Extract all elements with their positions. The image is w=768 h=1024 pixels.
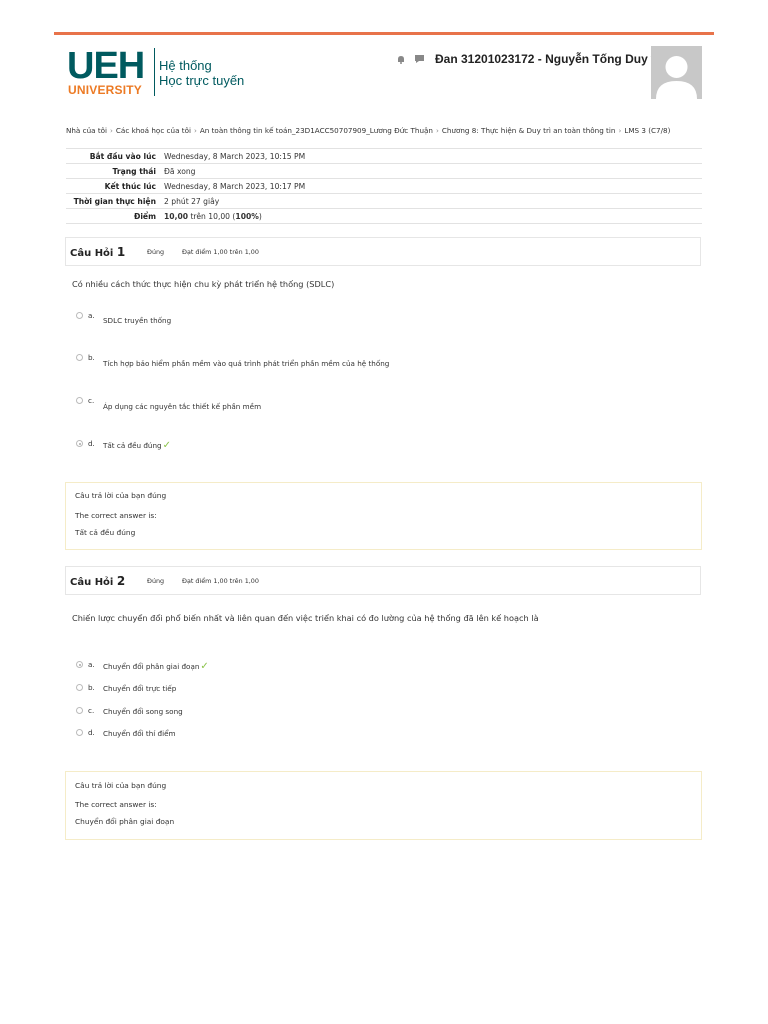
- feedback-message: Câu trả lời của bạn đúng: [75, 491, 167, 500]
- feedback-message: Câu trả lời của bạn đúng: [75, 781, 167, 790]
- chevron-right-icon: ›: [618, 126, 622, 135]
- option-label: Chuyển đổi song song: [103, 707, 183, 716]
- summary-value: Wednesday, 8 March 2023, 10:15 PM: [160, 149, 702, 164]
- summary-row: [66, 194, 702, 209]
- summary-key: Kết thúc lúc: [66, 179, 160, 194]
- summary-value: Đã xong: [160, 164, 702, 179]
- option-letter: c.: [88, 396, 95, 405]
- option-label: Tất cả đều đúng✓: [103, 440, 171, 451]
- radio-button[interactable]: [76, 707, 83, 714]
- grade-score: 10,00: [164, 211, 189, 221]
- logo-divider: [154, 48, 155, 96]
- radio-button[interactable]: [76, 684, 83, 691]
- summary-row: [66, 179, 702, 194]
- logo-line2: Học trực tuyến: [159, 73, 245, 88]
- checkmark-icon: ✓: [200, 661, 209, 672]
- radio-button[interactable]: [76, 354, 83, 361]
- question-1-header: [65, 237, 701, 266]
- ueh-logo[interactable]: [67, 46, 257, 100]
- summary-key: Điểm: [66, 209, 160, 224]
- breadcrumb-link[interactable]: An toàn thông tin kế toán_23D1ACC50707909_Lương Đức Thuận: [199, 126, 433, 135]
- question-state: Đúng: [147, 577, 165, 585]
- option-letter: a.: [88, 660, 95, 669]
- option-letter: b.: [88, 353, 95, 362]
- breadcrumb-link[interactable]: LMS 3 (C7/8): [624, 126, 671, 135]
- radio-button[interactable]: [76, 312, 83, 319]
- summary-value: Wednesday, 8 March 2023, 10:17 PM: [160, 179, 702, 194]
- question-number: Câu Hỏi 1: [70, 245, 126, 259]
- breadcrumb-link[interactable]: Chương 8: Thực hiện & Duy trì an toàn thông tin: [441, 126, 616, 135]
- question-2-feedback: [65, 771, 702, 840]
- grade-percent: 100%: [235, 211, 259, 221]
- logo-ueh-text: UEH: [67, 45, 145, 87]
- radio-button[interactable]: [76, 440, 83, 447]
- question-2-header: [65, 566, 701, 595]
- logo-line1: Hệ thống: [159, 58, 212, 73]
- option-label: Chuyển đổi thí điểm: [103, 729, 176, 738]
- grade-end: ): [258, 211, 262, 221]
- checkmark-icon: ✓: [162, 440, 171, 451]
- option-letter: d.: [88, 728, 95, 737]
- logo-university-text: UNIVERSITY: [68, 83, 143, 97]
- correct-answer: Tất cả đều đúng: [75, 528, 136, 537]
- chevron-right-icon: ›: [110, 126, 113, 135]
- breadcrumb: [66, 126, 670, 135]
- option-letter: d.: [88, 439, 95, 448]
- breadcrumb-link[interactable]: Nhà của tôi: [66, 126, 108, 135]
- summary-key: Thời gian thực hiện: [66, 194, 160, 209]
- top-accent-bar: [54, 32, 714, 35]
- option-letter: c.: [88, 706, 95, 715]
- radio-button[interactable]: [76, 397, 83, 404]
- question-1-feedback: [65, 482, 702, 550]
- chevron-right-icon: ›: [193, 126, 197, 135]
- summary-key: Trạng thái: [66, 164, 160, 179]
- summary-key: Bắt đầu vào lúc: [66, 149, 160, 164]
- option-letter: a.: [88, 311, 95, 320]
- correct-answer-label: The correct answer is:: [75, 511, 157, 520]
- question-1-text: Có nhiều cách thức thực hiện chu kỳ phát triển hệ thống (SDLC): [72, 279, 335, 289]
- option-label: Chuyển đổi trực tiếp: [103, 684, 177, 693]
- question-grade: Đạt điểm 1,00 trên 1,00: [182, 577, 259, 585]
- messages-icon[interactable]: [414, 54, 425, 67]
- question-number: Câu Hỏi 2: [70, 574, 126, 588]
- question-grade: Đạt điểm 1,00 trên 1,00: [182, 248, 259, 256]
- summary-value: 2 phút 27 giây: [160, 194, 702, 209]
- option-label: Áp dụng các nguyên tắc thiết kế phần mềm: [103, 402, 262, 411]
- chevron-right-icon: ›: [435, 126, 439, 135]
- summary-row-grade: [66, 209, 702, 224]
- summary-row: [66, 149, 702, 164]
- option-label: SDLC truyền thống: [103, 316, 172, 325]
- summary-grade-value: [160, 209, 702, 224]
- quiz-summary-table: [66, 148, 702, 224]
- question-state: Đúng: [147, 248, 165, 256]
- user-menu[interactable]: [435, 52, 657, 66]
- summary-row: [66, 164, 702, 179]
- option-letter: b.: [88, 683, 95, 692]
- radio-button[interactable]: [76, 661, 83, 668]
- option-label: Tích hợp bảo hiểm phần mềm vào quá trình phát triển phần mềm của hệ thống: [103, 359, 390, 368]
- question-2-text: Chiến lược chuyển đổi phổ biến nhất và liên quan đến việc triển khai có đo lường của hệ thống đã lên kế hoạch là: [72, 613, 539, 623]
- grade-mid: trên 10,00 (: [188, 211, 236, 221]
- radio-button[interactable]: [76, 729, 83, 736]
- correct-answer: Chuyển đổi phân giai đoạn: [75, 817, 175, 826]
- avatar[interactable]: [651, 46, 702, 99]
- breadcrumb-link[interactable]: Các khoá học của tôi: [115, 126, 191, 135]
- notification-bell-icon[interactable]: [396, 54, 406, 67]
- option-label: Chuyển đổi phân giai đoạn✓: [103, 661, 209, 672]
- user-name: Đan 31201023172 - Nguyễn Tống Duy: [435, 52, 648, 66]
- correct-answer-label: The correct answer is:: [75, 800, 157, 809]
